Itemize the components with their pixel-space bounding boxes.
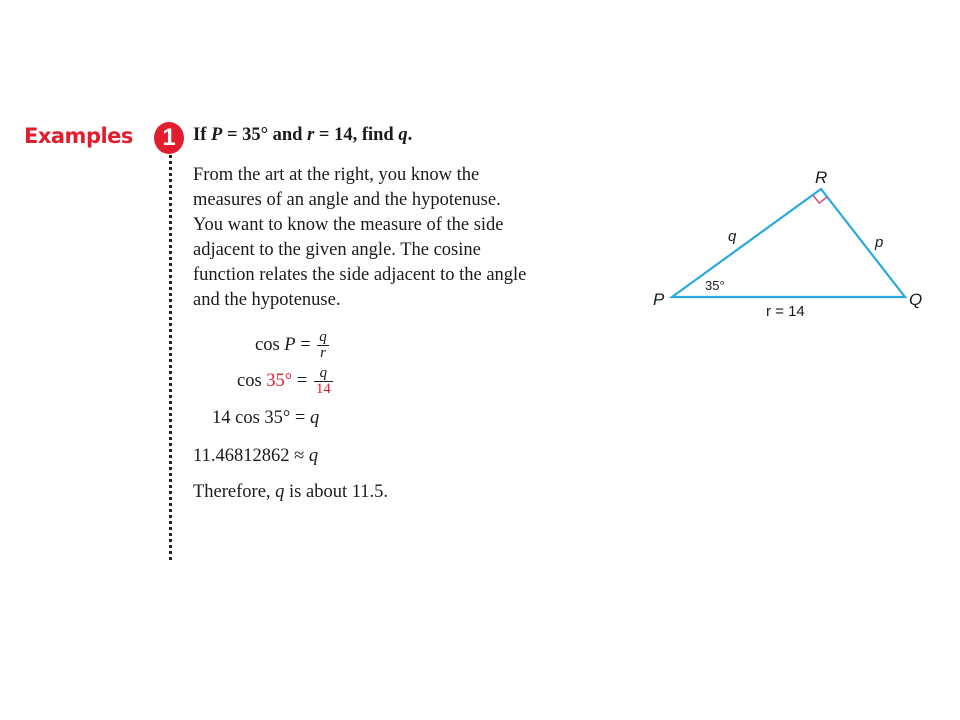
angle-label-p: 35° [705,278,725,293]
explanation-paragraph [193,163,633,313]
equation-cos-p: cos P = $\frac{q}{r}$ [255,329,327,361]
side-label-p: p [875,234,884,251]
explanation-line: function relates the side adjacent to the angle [193,265,527,285]
explanation-line: You want to know the measure of the side [193,215,504,235]
example-number-badge: 1 [154,122,184,154]
vertex-label-q: Q [909,290,923,309]
fraction-denominator: 14 [315,381,331,397]
fraction-denominator: r [320,345,326,361]
fraction-numerator: q [314,366,333,382]
equation-approx-value: 11.46812862 ≈ q [193,446,319,466]
side-label-q: q [728,228,737,245]
explanation-line: and the hypotenuse. [193,290,341,310]
fraction-numerator: q [319,329,327,345]
dotted-divider [169,155,172,560]
vertex-label-r: R [815,168,828,187]
side-label-r: r = 14 [766,303,805,320]
right-angle-marker [813,195,827,203]
equation-cos-35: cos 35° = $\frac{q}{14}$ [237,365,331,397]
conclusion-text: Therefore, q is about 11.5. [193,482,389,502]
examples-heading: Examples [24,124,133,148]
explanation-line: adjacent to the given angle. The cosine [193,240,481,260]
explanation-line: measures of an angle and the hypotenuse. [193,190,501,210]
problem-statement: If P = 35° and r = 14, find q. [193,125,413,145]
triangle-pqr [672,189,905,297]
vertex-label-p: P [653,290,665,309]
explanation-line: From the art at the right, you know the [193,165,480,185]
equation-14-cos-35: 14 cos 35° = q [212,408,320,428]
